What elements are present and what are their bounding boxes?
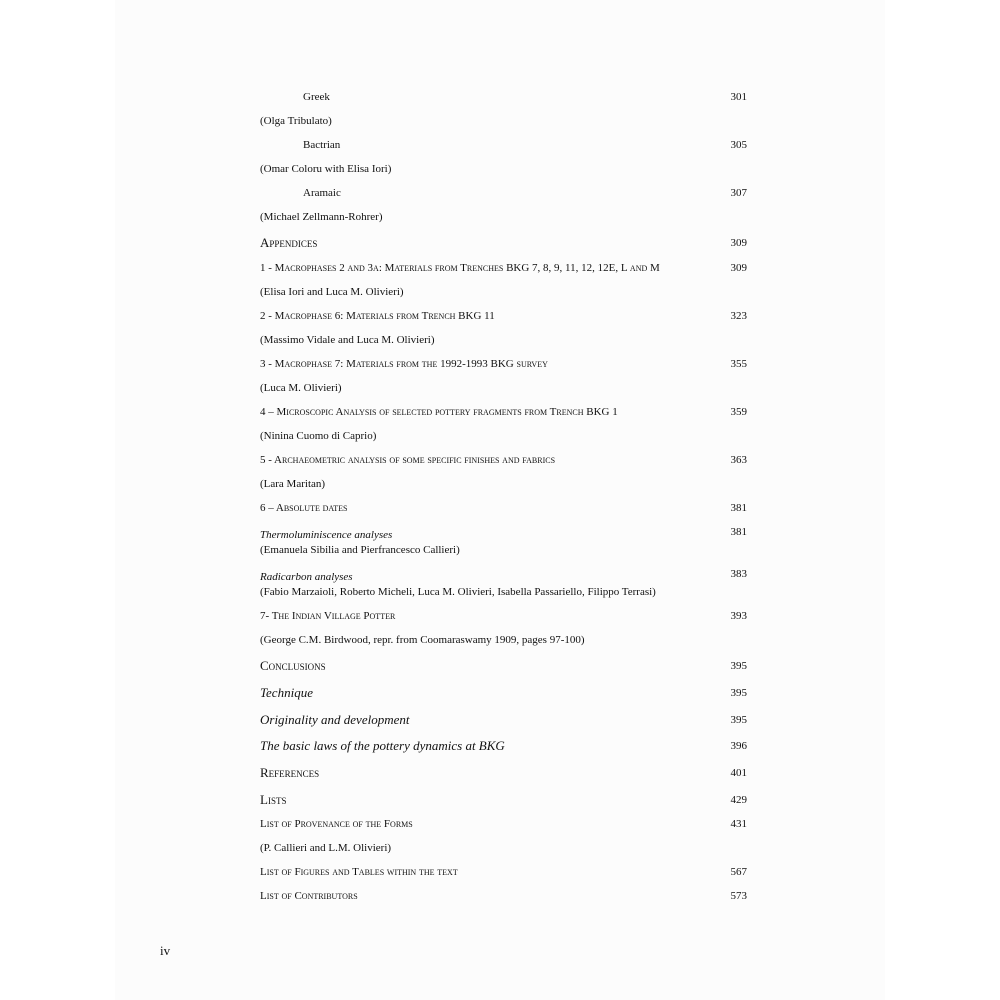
toc-entry-page: 401 bbox=[730, 767, 747, 779]
toc-entry-title: Radicarbon analyses bbox=[260, 571, 353, 583]
toc-entry-title: Appendices bbox=[260, 235, 318, 250]
toc-entry-title: (Massimo Vidale and Luca M. Olivieri) bbox=[260, 334, 435, 346]
toc-entry-page: 355 bbox=[730, 358, 747, 370]
toc-entry-page: 359 bbox=[730, 406, 747, 418]
toc-entry-title: (Elisa Iori and Luca M. Olivieri) bbox=[260, 286, 404, 298]
document-page bbox=[115, 0, 885, 1000]
toc-entry-title: Greek bbox=[303, 91, 330, 103]
toc-entry-page: 309 bbox=[730, 237, 747, 249]
toc-entry-title: (Michael Zellmann-Rohrer) bbox=[260, 211, 383, 223]
toc-entry-title: 5 - Archaeometric analysis of some specific finishes and fabrics bbox=[260, 454, 556, 466]
toc-entry-page: 383 bbox=[730, 568, 747, 580]
toc-entry-page: 307 bbox=[730, 187, 747, 199]
toc-entry-title: 1 - Macrophases 2 and 3a: Materials from Trenches BKG 7, 8, 9, 11, 12, 12E, L and M bbox=[260, 262, 660, 274]
toc-entry-title: 4 – Microscopic Analysis of selected pottery fragments from Trench BKG 1 bbox=[260, 406, 618, 418]
toc-entry-page: 381 bbox=[730, 526, 747, 538]
toc-entry-page: 395 bbox=[730, 687, 747, 699]
toc-entry-title: Lists bbox=[260, 792, 287, 807]
toc-entry-title: Technique bbox=[260, 685, 313, 700]
toc-entry-page: 381 bbox=[730, 502, 747, 514]
toc-entry-page: 393 bbox=[730, 610, 747, 622]
toc-entry-title: (Omar Coloru with Elisa Iori) bbox=[260, 163, 392, 175]
toc-entry-page: 395 bbox=[730, 714, 747, 726]
toc-entry-page: 309 bbox=[730, 262, 747, 274]
toc-entry-title: 2 - Macrophase 6: Materials from Trench BKG 11 bbox=[260, 310, 495, 322]
toc-entry-title: (Lara Maritan) bbox=[260, 478, 326, 490]
page-number: iv bbox=[160, 943, 171, 958]
toc-entry-title: (Ninina Cuomo di Caprio) bbox=[260, 430, 377, 442]
toc-entry-title: Originality and development bbox=[260, 712, 410, 727]
toc-entry-page: 395 bbox=[730, 660, 747, 672]
toc-entry-title: 3 - Macrophase 7: Materials from the 1992-1993 BKG survey bbox=[260, 358, 548, 370]
toc-entry-title: (Fabio Marzaioli, Roberto Micheli, Luca M. Olivieri, Isabella Passariello, Filippo Terrasi) bbox=[260, 586, 656, 598]
toc-entry-page: 429 bbox=[730, 794, 747, 806]
toc-entry-title: Conclusions bbox=[260, 658, 326, 673]
toc-entry-page: 305 bbox=[730, 139, 747, 151]
toc-entry-page: 573 bbox=[730, 890, 747, 902]
toc-entry-page: 567 bbox=[730, 866, 747, 878]
toc-entry-title: Thermoluminiscence analyses bbox=[260, 529, 393, 541]
toc-entry-title: (P. Callieri and L.M. Olivieri) bbox=[260, 842, 392, 854]
toc-entry-title: Aramaic bbox=[303, 187, 341, 199]
toc-entry-page: 396 bbox=[730, 740, 747, 752]
toc-entry-page: 431 bbox=[730, 818, 747, 830]
toc-entry-title: Bactrian bbox=[303, 139, 341, 151]
toc-entry-page: 363 bbox=[730, 454, 747, 466]
toc-entry-title: The basic laws of the pottery dynamics at BKG bbox=[260, 738, 505, 753]
toc-entry-page: 301 bbox=[730, 91, 747, 103]
toc-entry-title: References bbox=[260, 765, 320, 780]
toc-entry-title: 7- The Indian Village Potter bbox=[260, 610, 396, 622]
toc-entry-title: 6 – Absolute dates bbox=[260, 502, 348, 514]
toc-entry-title: (Emanuela Sibilia and Pierfrancesco Callieri) bbox=[260, 544, 460, 556]
toc-entry-title: (Luca M. Olivieri) bbox=[260, 382, 342, 394]
toc-entry-title: List of Provenance of the Forms bbox=[260, 818, 413, 830]
toc-entry-title: (George C.M. Birdwood, repr. from Coomaraswamy 1909, pages 97-100) bbox=[260, 634, 585, 646]
toc-entry-title: List of Contributors bbox=[260, 890, 358, 902]
toc-entry-title: (Olga Tribulato) bbox=[260, 115, 332, 127]
toc-entry-page: 323 bbox=[730, 310, 747, 322]
toc-entry-title: List of Figures and Tables within the text bbox=[260, 866, 458, 878]
